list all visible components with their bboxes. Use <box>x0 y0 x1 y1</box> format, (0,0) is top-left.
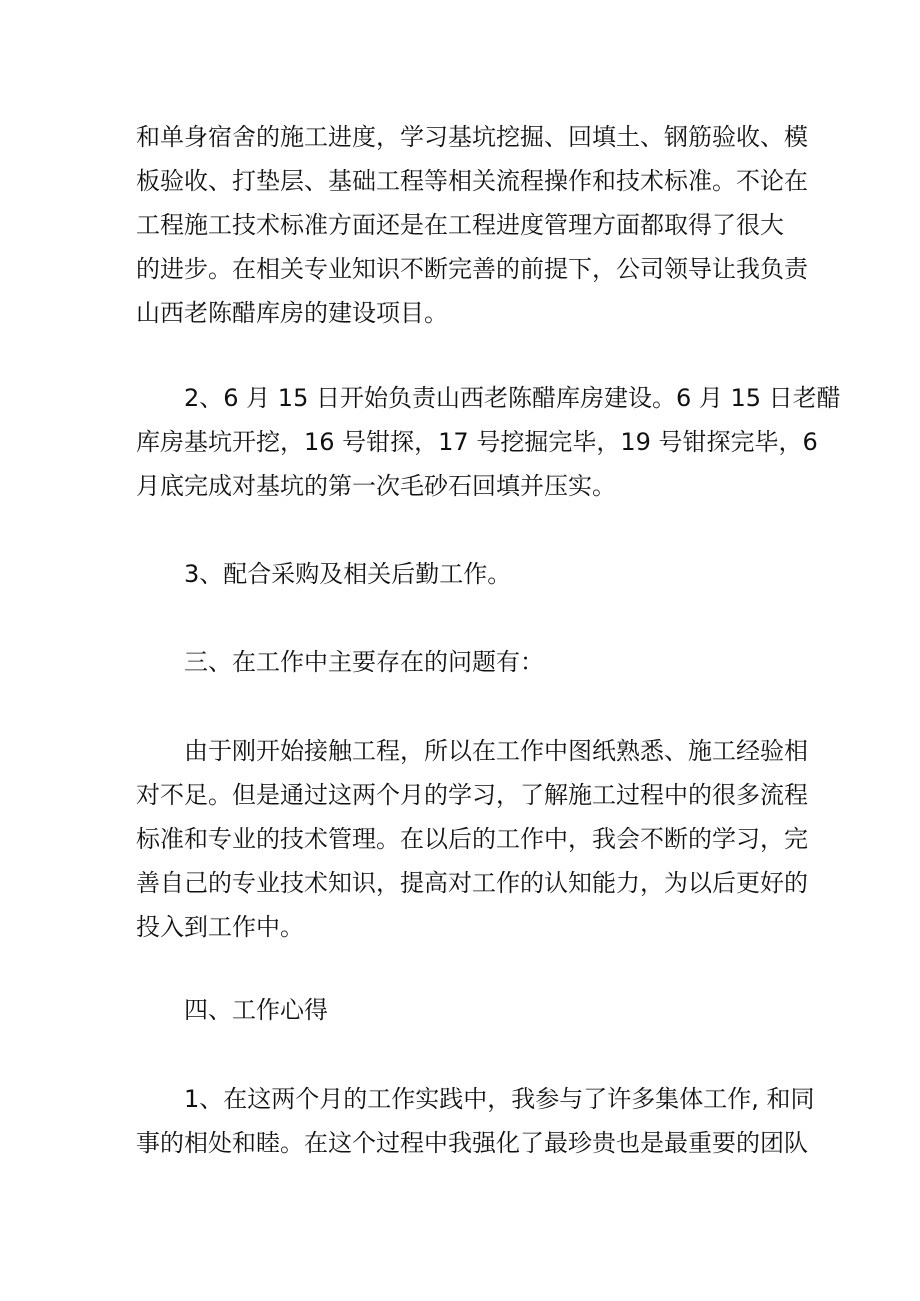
section-heading-experience <box>136 988 786 1032</box>
paragraph-line: 投入到工作中。 <box>136 913 304 941</box>
paragraph-line: 和单身宿舍的施工进度，学习基坑挖掘、回填土、钢筋验收、模 <box>136 123 808 151</box>
paragraph-line: 山西老陈醋库房的建设项目。 <box>136 299 448 327</box>
paragraph-line: 3、配合采购及相关后勤工作。 <box>184 560 512 588</box>
paragraph-experience-item-1 <box>136 1077 815 1165</box>
heading-text: 四、工作心得 <box>184 996 328 1024</box>
paragraph-line: 对不足。但是通过这两个月的学习，了解施工过程中的很多流程 <box>136 781 808 809</box>
paragraph-line: 善自己的专业技术知识，提高对工作的认知能力，为以后更好的 <box>136 869 808 897</box>
paragraph-line: 板验收、打垫层、基础工程等相关流程操作和技术标准。不论在 <box>136 167 808 195</box>
paragraph-problems-body <box>136 729 808 949</box>
paragraph-line: 的进步。在相关专业知识不断完善的前提下，公司领导让我负责 <box>136 255 808 283</box>
paragraph-item-2 <box>136 376 841 508</box>
paragraph-line: 库房基坑开挖，16 号钳探，17 号挖掘完毕，19 号钳探完毕，6 <box>136 428 818 456</box>
paragraph-line: 工程施工技术标准方面还是在工程进度管理方面都取得了很大 <box>136 211 784 239</box>
section-heading-problems <box>136 640 786 684</box>
paragraph-line: 2、6 月 15 日开始负责山西老陈醋库房建设。6 月 15 日老醋 <box>184 384 841 412</box>
paragraph-construction-progress <box>136 115 808 335</box>
paragraph-line: 事的相处和睦。在这个过程中我强化了最珍贵也是最重要的团队 <box>136 1129 808 1157</box>
paragraph-line: 月底完成对基坑的第一次毛砂石回填并压实。 <box>136 472 616 500</box>
paragraph-line: 由于刚开始接触工程，所以在工作中图纸熟悉、施工经验相 <box>184 737 808 765</box>
paragraph-item-3 <box>136 552 786 596</box>
paragraph-line: 标准和专业的技术管理。在以后的工作中，我会不断的学习，完 <box>136 825 808 853</box>
heading-text: 三、在工作中主要存在的问题有： <box>184 648 544 676</box>
paragraph-line: 1、在这两个月的工作实践中，我参与了许多集体工作, 和同 <box>184 1085 815 1113</box>
